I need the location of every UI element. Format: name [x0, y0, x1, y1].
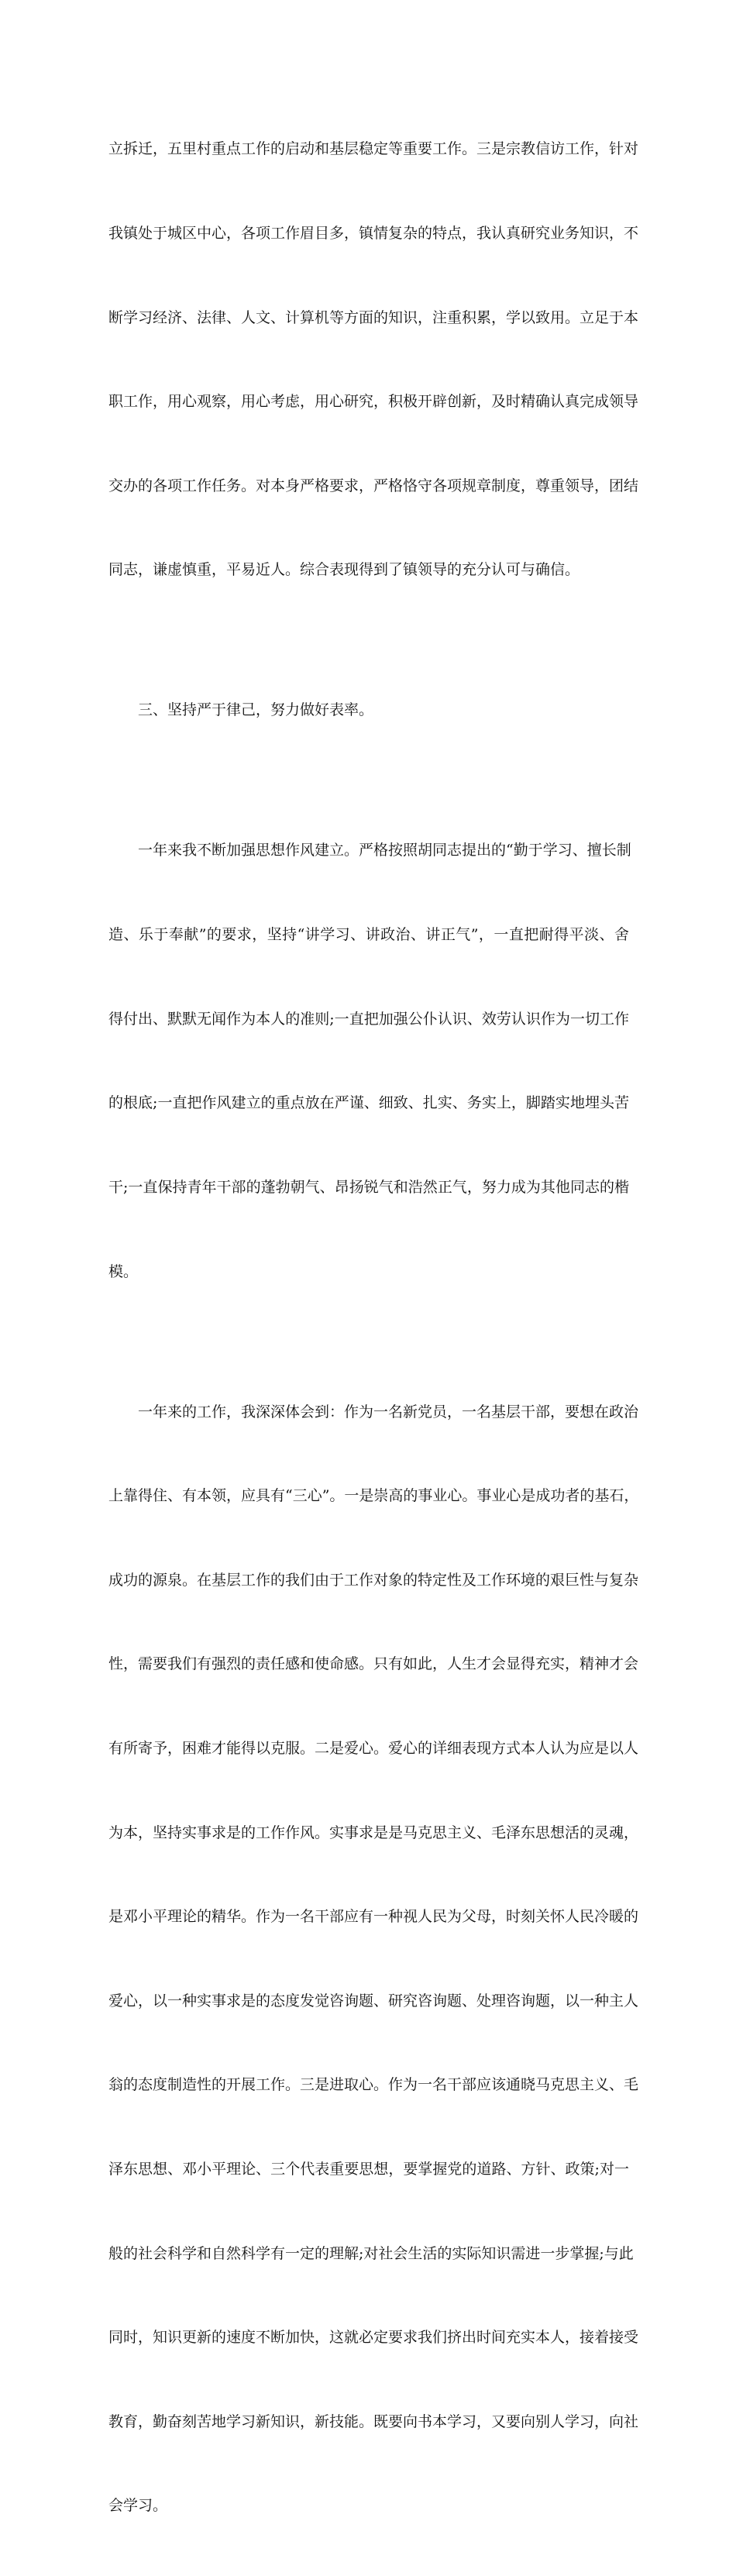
text-line: 干;一直保持青年干部的蓬勃朝气、昂扬锐气和浩然正气，努力成为其他同志的楷	[108, 1178, 629, 1196]
text-line: 般的社会科学和自然科学有一定的理解;对社会生活的实际知识需进一步掌握;与此	[108, 2244, 634, 2262]
text-line: 得付出、默默无闻作为本人的准则;一直把加强公仆认识、效劳认识作为一切工作	[108, 1010, 629, 1028]
text-line: 上靠得住、有本领，应具有“三心”。一是崇高的事业心。事业心是成功者的基石，	[108, 1487, 639, 1505]
paragraph-continuation	[108, 79, 639, 640]
text-line: 会学习。	[108, 2497, 168, 2515]
text-line: 断学习经济、法律、人文、计算机等方面的知识，注重积累，学以致用。立足于本	[108, 308, 639, 326]
text-line: 职工作，用心观察，用心考虑，用心研究，积极开辟创新，及时精确认真完成领导	[108, 393, 639, 411]
text-line: 的根底;一直把作风建立的重点放在严谨、细致、扎实、务实上，脚踏实地埋头苦	[108, 1094, 629, 1112]
text-line: 有所寄予，困难才能得以克服。二是爱心。爱心的详细表现方式本人认为应是以人	[108, 1739, 639, 1757]
text-line: 泽东思想、邓小平理论、三个代表重要思想，要掌握党的道路、方针、政策;对一	[108, 2161, 629, 2178]
section-heading	[108, 640, 629, 780]
text-line: 为本，坚持实事求是的工作作风。实事求是是马克思主义、毛泽东思想活的灵魂，	[108, 1824, 639, 1841]
text-line: 爱心，以一种实事求是的态度发觉咨询题、研究咨询题、处理咨询题，以一种主人	[108, 1992, 639, 2009]
text-line: 造、乐于奉献”的要求，坚持“讲学习、讲政治、讲正气”，一直把耐得平淡、舍	[108, 926, 629, 944]
text-line: 交办的各项工作任务。对本身严格要求，严格恪守各项规章制度，尊重领导，团结	[108, 477, 639, 494]
text-line: 性，需要我们有强烈的责任感和使命感。只有如此，人生才会显得充实，精神才会	[108, 1655, 639, 1673]
text-line: 模。	[108, 1262, 139, 1280]
text-line: 是邓小平理论的精华。作为一名干部应有一种视人民为父母，时刻关怀人民冷暖的	[108, 1908, 639, 1926]
text-line: 翁的态度制造性的开展工作。三是进取心。作为一名干部应该通晓马克思主义、毛	[108, 2076, 639, 2094]
paragraph-three-hearts	[108, 1341, 639, 2576]
text-line: 同志，谦虚慎重，平易近人。综合表现得到了镇领导的充分认可与确信。	[108, 561, 580, 579]
text-line: 教育，勤奋刻苦地学习新知识，新技能。既要向书本学习，又要向别人学习，向社	[108, 2412, 639, 2430]
text-line: 立拆迁，五里村重点工作的启动和基层稳定等重要工作。三是宗教信访工作，针对	[108, 140, 639, 158]
text-line: 成功的源泉。在基层工作的我们由于工作对象的特定性及工作环境的艰巨性与复杂	[108, 1571, 639, 1589]
text-line: 一年来的工作，我深深体会到：作为一名新党员，一名基层干部，要想在政治	[108, 1403, 639, 1421]
text-line: 一年来我不断加强思想作风建立。严格按照胡同志提出的“勤于学习、擅长制	[108, 842, 631, 859]
text-line: 我镇处于城区中心，各项工作眉目多，镇情复杂的特点，我认真研究业务知识，不	[108, 225, 639, 243]
paragraph-work-style	[108, 780, 629, 1341]
text-line: 同时，知识更新的速度不断加快，这就必定要求我们挤出时间充实本人，接着接受	[108, 2329, 639, 2347]
document-page	[108, 79, 639, 2576]
text-line: 三、坚持严于律己，努力做好表率。	[108, 701, 374, 719]
